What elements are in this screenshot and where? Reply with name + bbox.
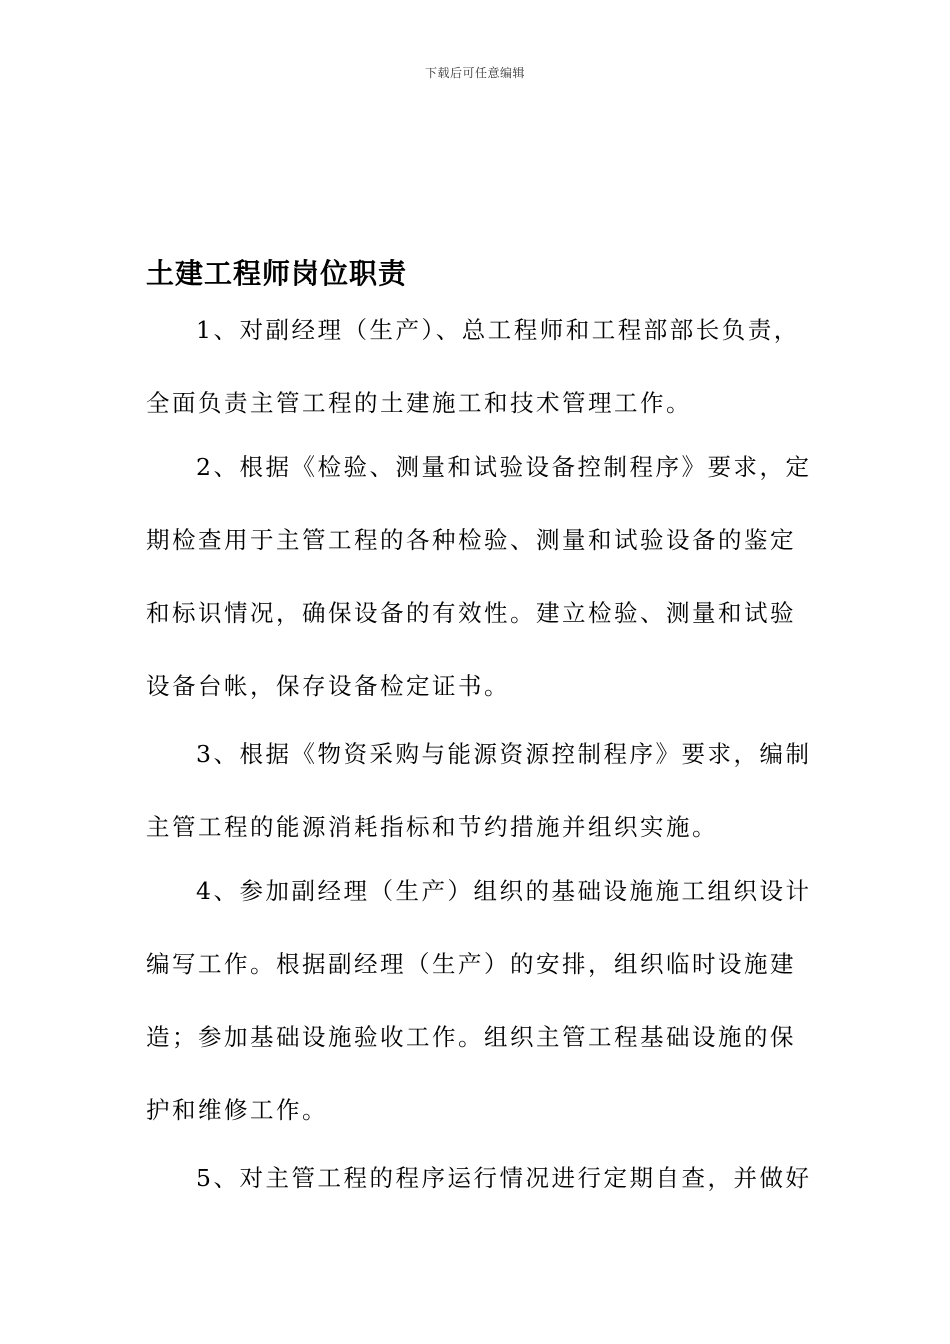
paragraph-3-line-2: 主管工程的能源消耗指标和节约措施并组织实施。 [146,813,718,841]
paragraph-2-line-4: 设备台帐，保存设备检定证书。 [146,672,510,700]
document-title: 土建工程师岗位职责 [146,257,408,290]
page-header-note: 下载后可任意编辑 [424,66,525,80]
paragraph-4-line-3: 造；参加基础设施验收工作。组织主管工程基础设施的保 [146,1023,796,1051]
paragraph-3-line-1: 3、根据《物资采购与能源资源控制程序》要求，编制 [196,740,812,768]
paragraph-4-line-1: 4、参加副经理（生产）组织的基础设施施工组织设计 [196,877,812,905]
paragraph-2-line-2: 期检查用于主管工程的各种检验、测量和试验设备的鉴定 [146,526,796,554]
paragraph-1-line-1: 1、对副经理（生产）、总工程师和工程部部长负责， [196,316,800,344]
paragraph-4-line-2: 编写工作。根据副经理（生产）的安排，组织临时设施建 [146,950,796,978]
paragraph-2-line-3: 和标识情况，确保设备的有效性。建立检验、测量和试验 [146,599,796,627]
paragraph-4-line-4: 护和维修工作。 [146,1096,328,1124]
paragraph-1-line-2: 全面负责主管工程的土建施工和技术管理工作。 [146,389,692,417]
paragraph-5-line-1: 5、对主管工程的程序运行情况进行定期自查，并做好 [196,1164,812,1192]
paragraph-2-line-1: 2、根据《检验、测量和试验设备控制程序》要求，定 [196,453,812,481]
